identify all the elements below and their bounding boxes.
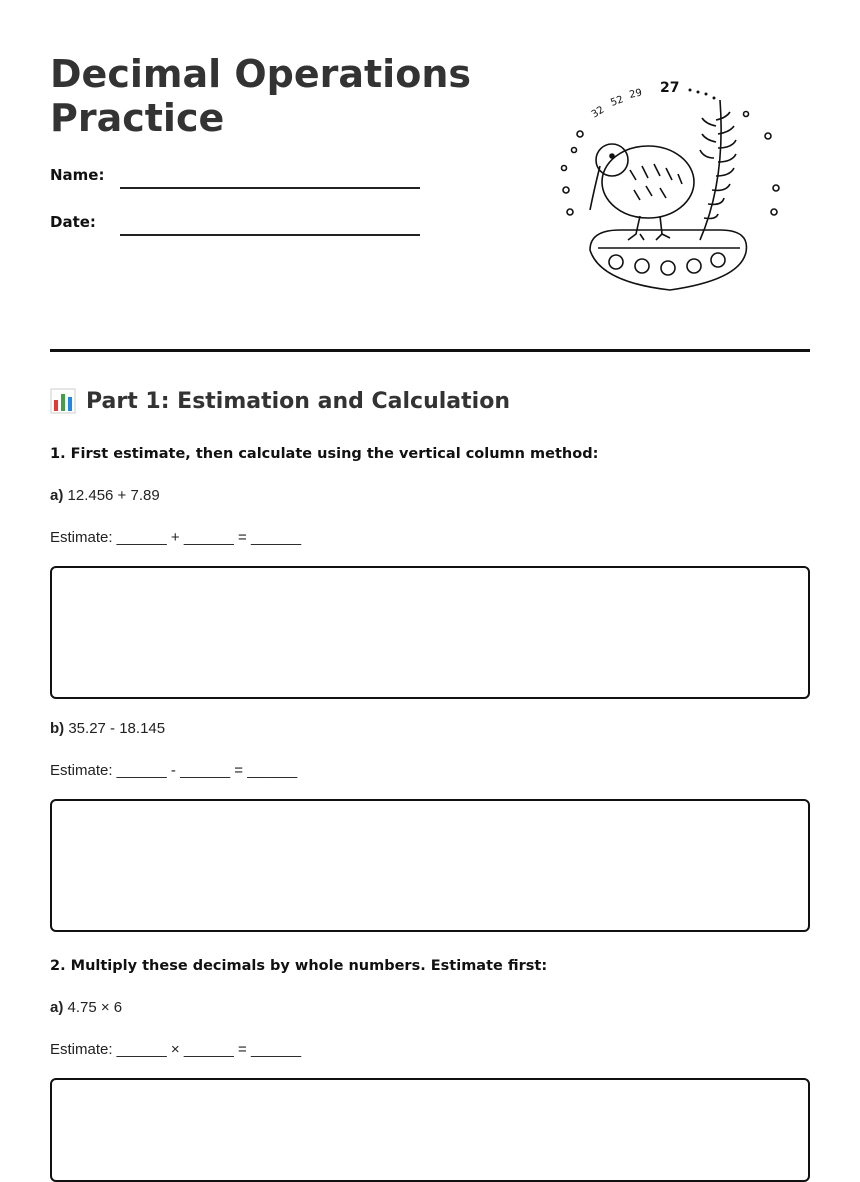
question-1a-answer-box[interactable] — [50, 566, 810, 699]
question-2-heading: 2. Multiply these decimals by whole numbers. Estimate first: — [50, 958, 548, 974]
emblem-number-32: 32 — [589, 104, 607, 121]
question-1a-estimate[interactable]: Estimate: ______ + ______ = ______ — [50, 529, 302, 546]
page-title — [50, 52, 490, 140]
emblem-number-52: 52 — [609, 94, 625, 109]
question-1b-label: b) — [50, 720, 65, 737]
kiwi-fern-emblem-icon — [550, 70, 790, 310]
question-2a — [50, 999, 122, 1016]
question-1a-expression: 12.456 + 7.89 — [67, 487, 160, 504]
section-title-text: Part 1: Estimation and Calculation — [86, 388, 510, 414]
page-title-line1: Decimal Operations — [50, 52, 471, 96]
header-divider — [50, 349, 810, 352]
question-2a-label: a) — [50, 999, 64, 1016]
question-1b-expression: 35.27 - 18.145 — [68, 720, 166, 737]
question-1b-answer-box[interactable] — [50, 799, 810, 932]
name-label: Name: — [50, 166, 105, 184]
bar-chart-icon — [50, 388, 76, 414]
question-2a-answer-box[interactable] — [50, 1078, 810, 1182]
date-field[interactable] — [120, 234, 420, 236]
question-2a-estimate[interactable]: Estimate: ______ × ______ = ______ — [50, 1041, 302, 1058]
emblem-number-27: 27 — [660, 80, 680, 96]
name-field[interactable] — [120, 187, 420, 189]
question-1a — [50, 487, 160, 504]
emblem-number-29: 29 — [628, 87, 644, 101]
date-label: Date: — [50, 213, 96, 231]
question-1b-estimate[interactable]: Estimate: ______ - ______ = ______ — [50, 762, 298, 779]
question-2a-expression: 4.75 × 6 — [67, 999, 123, 1016]
page-title-line2: Practice — [50, 96, 225, 140]
question-1-heading: 1. First estimate, then calculate using the vertical column method: — [50, 446, 599, 462]
question-1b — [50, 720, 165, 737]
section-title-part1 — [50, 388, 510, 414]
question-1a-label: a) — [50, 487, 64, 504]
